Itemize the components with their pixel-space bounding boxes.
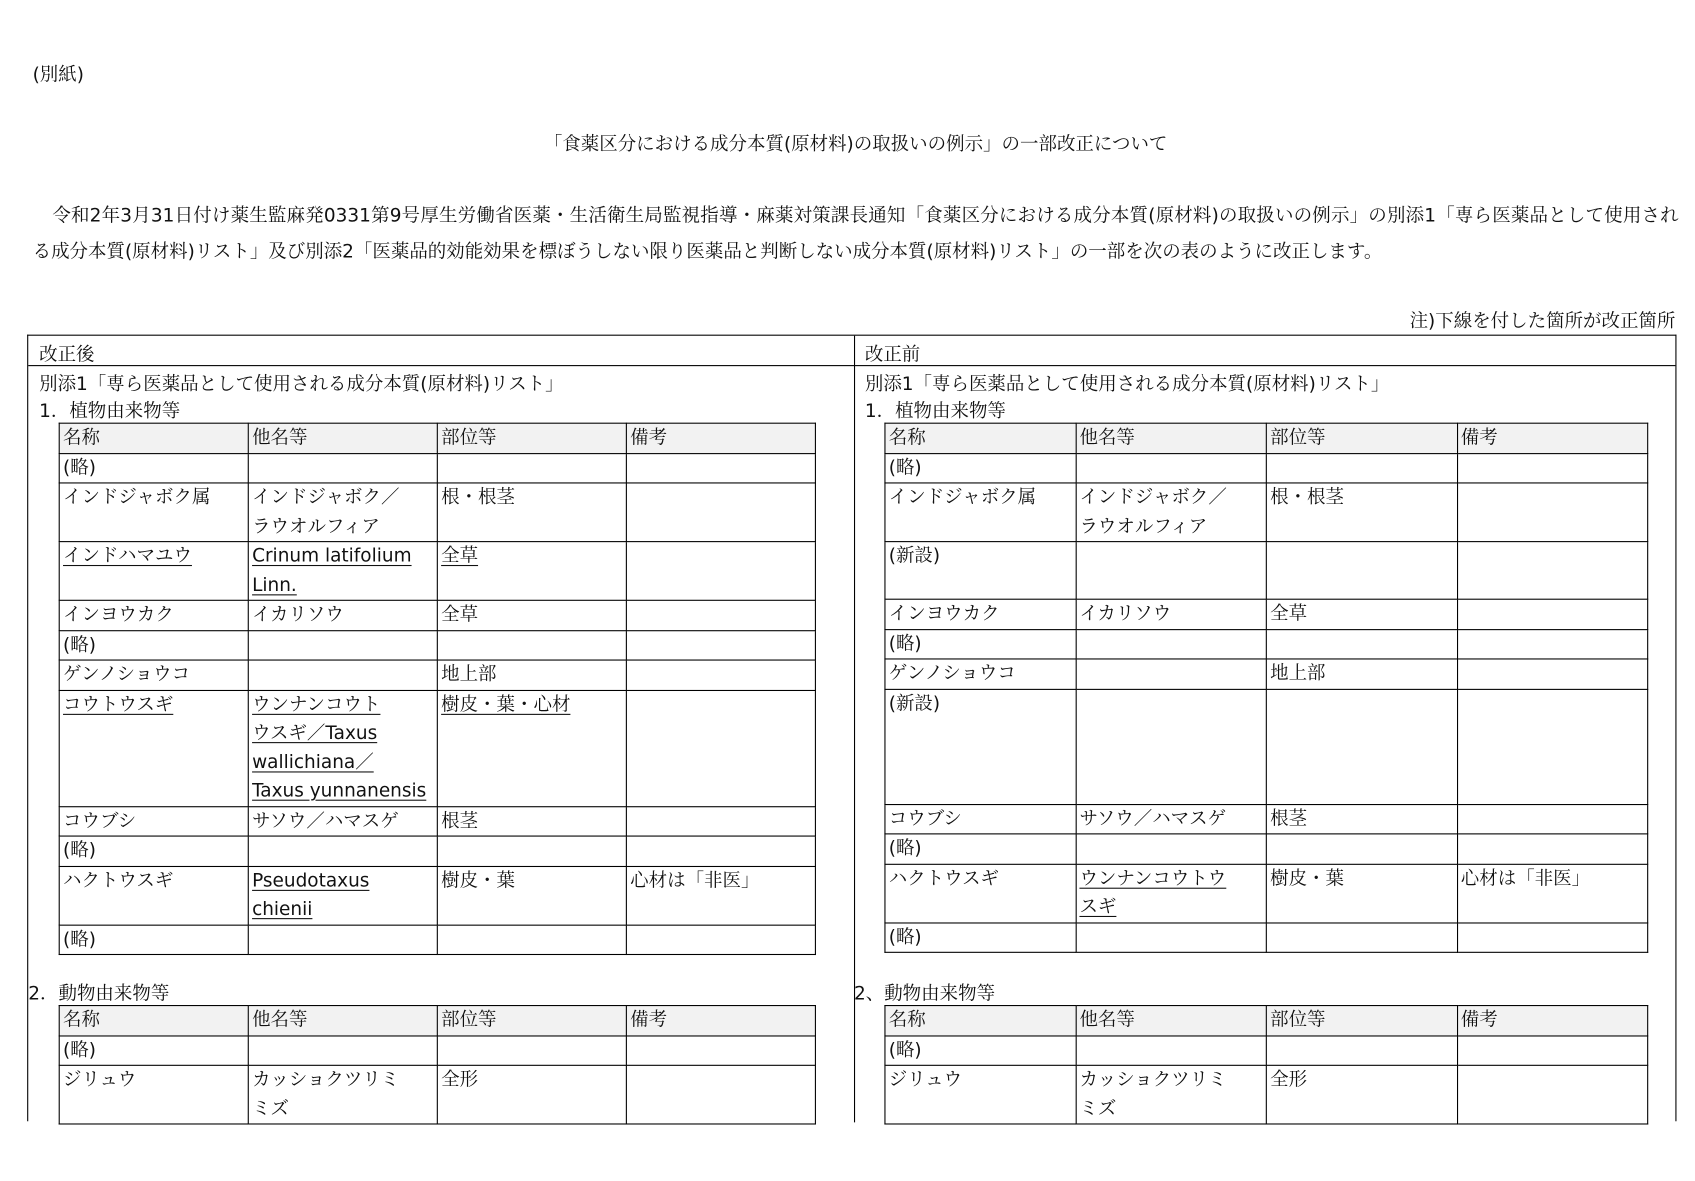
attachment-label: (別紙) <box>32 64 84 86</box>
table-cell <box>1076 453 1267 483</box>
body-paragraph <box>33 199 1679 271</box>
cell-text: 根茎 <box>1270 807 1308 830</box>
table-cell <box>1457 804 1648 834</box>
table-cell <box>1076 629 1267 659</box>
table-cell <box>59 690 248 806</box>
table-row <box>59 453 815 483</box>
table-cell <box>1266 864 1457 923</box>
column-header: 名称 <box>885 423 1076 453</box>
table-cell <box>1266 483 1457 542</box>
cell-text: 全草 <box>441 545 479 568</box>
header-divider <box>28 365 1675 366</box>
table-cell <box>1266 804 1457 834</box>
table-cell <box>1457 483 1648 542</box>
table-cell <box>59 630 248 660</box>
revision-note: 注)下線を付した箇所が改正箇所 <box>1409 310 1676 333</box>
before-heading: 改正前 <box>864 344 921 367</box>
table-cell <box>1457 864 1648 923</box>
cell-text: 心材は「非医」 <box>1460 867 1591 890</box>
table-cell <box>1457 1035 1648 1065</box>
cell-text: インヨウカク <box>63 604 174 626</box>
cell-text: ウンナンコウトウ スギ <box>1079 867 1227 919</box>
table-row <box>885 804 1648 834</box>
column-header: 他名等 <box>248 1006 437 1036</box>
cell-text: イカリソウ <box>252 604 344 626</box>
column-header: 備考 <box>626 423 815 453</box>
table-row <box>885 599 1648 629</box>
table-cell <box>885 922 1076 952</box>
table-cell <box>626 925 815 955</box>
after-section2: 2．動物由来物等 <box>28 983 170 1006</box>
table-cell <box>626 690 815 806</box>
table-row <box>59 836 815 866</box>
cell-text: 樹皮・葉 <box>1270 867 1345 890</box>
table-cell <box>1076 864 1267 923</box>
table-header-row <box>885 423 1648 453</box>
before-animal-table <box>884 1005 1648 1125</box>
after-heading: 改正後 <box>39 344 95 367</box>
table-cell <box>437 925 626 955</box>
table-cell <box>626 660 815 690</box>
table-row <box>59 806 815 836</box>
table-cell <box>437 1035 626 1065</box>
cell-text: コウトウスギ <box>63 693 174 716</box>
cell-text: ウンナンコウト ウスギ／Taxus wallichiana／ Taxus yunnanensis <box>252 693 427 802</box>
cell-text: 心材は「非医」 <box>630 869 760 892</box>
table-cell <box>1076 834 1267 864</box>
cell-text: 樹皮・葉・心材 <box>441 693 571 716</box>
table-cell <box>1076 542 1267 600</box>
cell-text: (略) <box>63 839 96 862</box>
table-row <box>59 542 815 601</box>
table-cell <box>1076 659 1267 689</box>
table-row <box>59 1035 815 1065</box>
table-cell <box>1266 542 1457 600</box>
cell-text: 全形 <box>441 1069 479 1091</box>
cell-text: 全形 <box>1270 1069 1308 1091</box>
before-section2: 2、動物由来物等 <box>853 983 996 1006</box>
cell-text: ジリュウ <box>888 1069 963 1091</box>
table-cell <box>437 600 626 630</box>
table-cell <box>1076 922 1267 952</box>
cell-text: 樹皮・葉 <box>441 869 516 892</box>
after-animal-table <box>59 1005 816 1125</box>
table-cell <box>248 453 437 483</box>
table-cell <box>1266 1035 1457 1065</box>
cell-text: カッショクツリミ ミズ <box>1079 1069 1227 1120</box>
table-row <box>59 925 815 955</box>
table-cell <box>885 1035 1076 1065</box>
cell-text: コウブシ <box>63 809 137 832</box>
table-row <box>59 866 815 925</box>
table-cell <box>248 1065 437 1124</box>
table-cell <box>1457 1065 1648 1124</box>
table-cell <box>885 483 1076 542</box>
table-header-row <box>885 1006 1648 1036</box>
column-header: 備考 <box>1457 423 1648 453</box>
column-header: 名称 <box>59 423 248 453</box>
table-cell <box>626 866 815 925</box>
comparison-table <box>27 335 1676 1122</box>
cell-text: (略) <box>63 928 96 951</box>
cell-text: (略) <box>63 1039 96 1061</box>
table-cell <box>1457 922 1648 952</box>
table-row <box>59 630 815 660</box>
table-cell <box>626 630 815 660</box>
cell-text: コウブシ <box>888 807 962 830</box>
table-cell <box>885 599 1076 629</box>
table-cell <box>59 806 248 836</box>
table-cell <box>885 659 1076 689</box>
table-cell <box>1076 483 1267 542</box>
cell-text: Pseudotaxus chienii <box>252 869 370 921</box>
column-header: 部位等 <box>437 423 626 453</box>
table-cell <box>626 542 815 601</box>
table-cell <box>437 660 626 690</box>
table-cell <box>626 1065 815 1124</box>
cell-text: 全草 <box>441 604 479 626</box>
table-row <box>59 660 815 690</box>
cell-text: サソウ／ハマスゲ <box>252 809 399 832</box>
after-section1: 1．植物由来物等 <box>39 400 181 423</box>
table-row <box>885 689 1648 804</box>
table-cell <box>248 630 437 660</box>
table-cell <box>1266 1065 1457 1124</box>
table-cell <box>248 660 437 690</box>
table-cell <box>1076 1035 1267 1065</box>
table-cell <box>437 806 626 836</box>
table-cell <box>626 806 815 836</box>
before-plant-table <box>884 423 1648 953</box>
cell-text: (略) <box>888 926 922 948</box>
column-header: 部位等 <box>437 1006 626 1036</box>
cell-text: イカリソウ <box>1079 603 1172 625</box>
cell-text: 地上部 <box>441 663 497 686</box>
table-cell <box>248 1035 437 1065</box>
column-header: 名称 <box>59 1006 248 1036</box>
table-cell <box>1266 689 1457 804</box>
table-cell <box>885 834 1076 864</box>
table-cell <box>248 600 437 630</box>
cell-text: インヨウカク <box>888 603 1000 625</box>
cell-text: 地上部 <box>1270 662 1326 685</box>
table-cell <box>1266 834 1457 864</box>
table-cell <box>59 1035 248 1065</box>
table-cell <box>437 453 626 483</box>
table-row <box>885 659 1648 689</box>
table-cell <box>248 690 437 806</box>
before-section1: 1．植物由来物等 <box>864 400 1006 423</box>
body-paragraph-text: 令和2年3月31日付け薬生監麻発0331第9号厚生労働省医薬・生活衛生局監視指導・麻薬対策課長通知「食薬区分における成分本質(原材料)の取扱いの例示」の別添1「専ら医薬品として使用される成分本質(原材料)リスト」及び別添2「医薬品的効能効果を標ぼうしない限り医薬品と判断しない成分本質(原材料)リスト」の一部を次の表のように改正します。 <box>32 205 1679 263</box>
table-cell <box>1076 599 1267 629</box>
table-cell <box>1457 542 1648 600</box>
table-cell <box>437 866 626 925</box>
cell-text: (略) <box>63 633 96 656</box>
cell-text: インドジャボク／ ラウオルフィア <box>252 486 400 538</box>
after-plant-table <box>59 423 816 955</box>
cell-text: ゲンノショウコ <box>888 662 1016 685</box>
before-list-title: 別添1「専ら医薬品として使用される成分本質(原材料)リスト」 <box>864 373 1390 396</box>
cell-text: 根茎 <box>441 809 479 832</box>
column-header: 備考 <box>626 1006 815 1036</box>
document-title: 「食薬区分における成分本質(原材料)の取扱いの例示」の一部改正について <box>543 133 1168 156</box>
table-cell <box>626 483 815 542</box>
table-row <box>59 690 815 806</box>
table-cell <box>885 542 1076 600</box>
cell-text: ジリュウ <box>63 1069 137 1091</box>
table-cell <box>885 804 1076 834</box>
table-header-row <box>59 423 815 453</box>
table-cell <box>59 925 248 955</box>
table-cell <box>1076 689 1267 804</box>
table-cell <box>59 1065 248 1124</box>
table-cell <box>1266 599 1457 629</box>
cell-text: 根・根茎 <box>1270 486 1345 509</box>
cell-text: (略) <box>888 837 922 860</box>
table-cell <box>626 453 815 483</box>
table-cell <box>626 1035 815 1065</box>
table-cell <box>1266 922 1457 952</box>
table-cell <box>885 1065 1076 1124</box>
table-cell <box>248 542 437 601</box>
table-cell <box>1266 629 1457 659</box>
table-cell <box>1266 453 1457 483</box>
cell-text: インドジャボク属 <box>63 486 211 509</box>
table-cell <box>885 453 1076 483</box>
table-cell <box>1076 1065 1267 1124</box>
column-header: 部位等 <box>1266 1006 1457 1036</box>
table-cell <box>626 600 815 630</box>
table-cell <box>59 836 248 866</box>
table-cell <box>437 542 626 601</box>
table-cell <box>248 806 437 836</box>
table-cell <box>59 600 248 630</box>
cell-text: (新設) <box>888 692 941 715</box>
cell-text: Crinum latifolium Linn. <box>252 545 412 596</box>
table-row <box>885 629 1648 659</box>
table-row <box>885 1065 1648 1124</box>
table-cell <box>59 453 248 483</box>
column-header: 他名等 <box>1076 423 1267 453</box>
cell-text: ハクトウスギ <box>63 869 174 892</box>
cell-text: ハクトウスギ <box>888 867 1000 890</box>
table-cell <box>248 925 437 955</box>
table-row <box>59 600 815 630</box>
table-cell <box>248 836 437 866</box>
cell-text: インドジャボク属 <box>888 486 1037 509</box>
column-header: 備考 <box>1457 1006 1648 1036</box>
table-cell <box>437 1065 626 1124</box>
table-header-row <box>59 1006 815 1036</box>
cell-text: (略) <box>888 456 922 479</box>
cell-text: ゲンノショウコ <box>63 663 191 686</box>
table-cell <box>59 483 248 542</box>
table-row <box>885 453 1648 483</box>
table-row <box>885 1035 1648 1065</box>
column-header: 他名等 <box>1076 1006 1267 1036</box>
table-cell <box>626 836 815 866</box>
table-row <box>885 483 1648 542</box>
table-cell <box>248 483 437 542</box>
column-header: 他名等 <box>248 423 437 453</box>
cell-text: (略) <box>63 456 96 479</box>
cell-text: カッショクツリミ ミズ <box>252 1069 400 1120</box>
table-row <box>885 864 1648 923</box>
table-cell <box>1457 599 1648 629</box>
table-cell <box>885 629 1076 659</box>
table-row <box>885 922 1648 952</box>
table-cell <box>1457 834 1648 864</box>
table-cell <box>1076 804 1267 834</box>
after-list-title: 別添1「専ら医薬品として使用される成分本質(原材料)リスト」 <box>39 373 564 396</box>
table-cell <box>59 660 248 690</box>
table-cell <box>59 542 248 601</box>
table-cell <box>437 630 626 660</box>
cell-text: サソウ／ハマスゲ <box>1079 807 1227 830</box>
table-row <box>59 1065 815 1124</box>
table-row <box>885 834 1648 864</box>
table-cell <box>1266 659 1457 689</box>
table-row <box>59 483 815 542</box>
column-header: 名称 <box>885 1006 1076 1036</box>
cell-text: (略) <box>888 1039 922 1061</box>
cell-text: (略) <box>888 632 922 655</box>
column-header: 部位等 <box>1266 423 1457 453</box>
cell-text: 根・根茎 <box>441 486 516 509</box>
table-cell <box>248 866 437 925</box>
table-cell <box>1457 689 1648 804</box>
cell-text: (新設) <box>888 545 941 568</box>
table-row <box>885 542 1648 600</box>
table-cell <box>1457 453 1648 483</box>
cell-text: 全草 <box>1270 603 1308 625</box>
table-cell <box>1457 659 1648 689</box>
table-cell <box>437 483 626 542</box>
table-cell <box>437 690 626 806</box>
cell-text: インドジャボク／ ラウオルフィア <box>1079 486 1227 538</box>
table-cell <box>1457 629 1648 659</box>
table-cell <box>59 866 248 925</box>
cell-text: インドハマユウ <box>63 545 192 568</box>
table-cell <box>885 864 1076 923</box>
table-cell <box>437 836 626 866</box>
table-cell <box>885 689 1076 804</box>
